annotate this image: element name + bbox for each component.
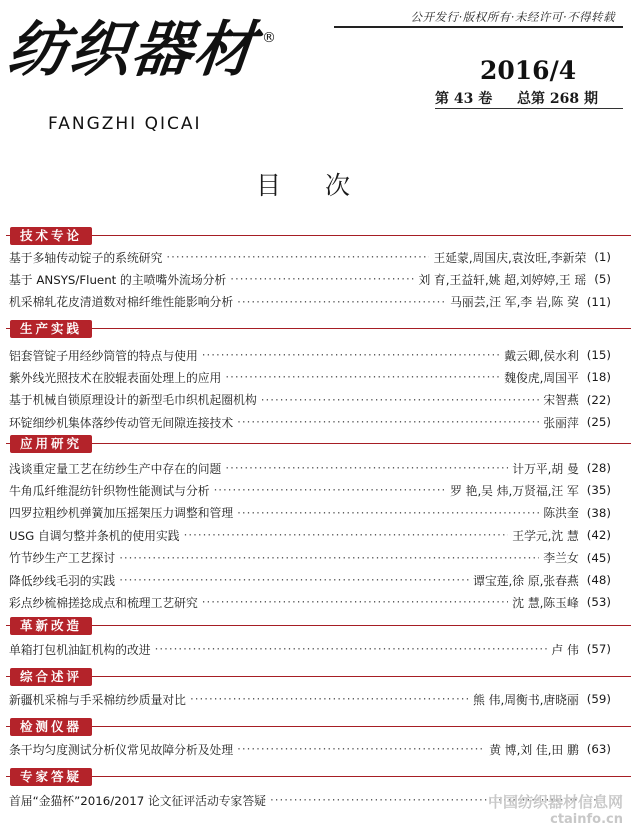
article-authors: 黄 博,刘 佳,田 鹏 [489, 742, 579, 757]
toc-entry[interactable] [9, 548, 611, 568]
article-title: 紫外线光照技术在胶辊表面处理上的应用 [9, 370, 222, 385]
registered-mark: ® [262, 30, 276, 46]
journal-name-pinyin: FANGZHI QICAI [48, 114, 202, 134]
toc-entry[interactable] [9, 345, 611, 365]
section-title: 应用研究 [10, 435, 92, 453]
section-header [6, 768, 631, 786]
section-header [6, 668, 631, 686]
article-page: (48) [586, 573, 611, 587]
toc-entry[interactable] [9, 292, 611, 312]
article-page: (11) [586, 294, 611, 309]
article-page: (25) [586, 415, 611, 430]
article-page: (57) [586, 642, 611, 656]
journal-logo: 纺织器材 [4, 15, 260, 85]
article-page: (18) [586, 370, 611, 385]
section-header [6, 435, 631, 453]
article-page: (28) [586, 461, 611, 475]
article-title: 条干均匀度测试分析仪常见故障分析及处理 [9, 742, 234, 757]
section-title: 技术专论 [10, 227, 92, 245]
leader-dots [166, 250, 429, 264]
article-authors: 王延蒙,周国庆,袁汝旺,李新荣 [433, 250, 587, 265]
article-title: 四罗拉粗纱机弹簧加压摇架压力调整和管理 [9, 506, 234, 521]
section-rule [6, 328, 631, 329]
article-authors: 计万平,胡 曼 [512, 461, 579, 476]
article-authors: 罗 艳,吴 炜,万贤福,汪 军 [450, 483, 579, 498]
article-title: 机采棉轧花皮清道数对棉纤维性能影响分析 [9, 295, 234, 310]
top-rule [334, 26, 623, 28]
section-rule [6, 676, 631, 677]
section-title: 综合述评 [10, 668, 92, 686]
toc-title: 目次 [256, 171, 395, 200]
article-authors: 卢 伟 [551, 642, 579, 657]
toc-entry[interactable] [9, 570, 611, 590]
leader-dots [225, 370, 500, 384]
leader-dots [119, 573, 469, 587]
toc-entry[interactable] [9, 639, 611, 659]
article-title: 基于机械自锁原理设计的新型毛巾织机起圈机构 [9, 393, 257, 408]
article-title: 首届“金猫杯”2016/2017 论文征评活动专家答疑 [9, 793, 266, 808]
section-title: 革新改造 [10, 617, 92, 635]
article-title: 单箱打包机油缸机构的改进 [9, 642, 151, 657]
article-authors: 马丽芸,汪 军,李 岩,陈 巭 [450, 295, 579, 310]
section-rule [6, 726, 631, 727]
copyright-notice: 公开发行·版权所有·未经许可·不得转载 [410, 10, 615, 24]
article-title: 降低纱线毛羽的实践 [9, 573, 116, 588]
article-authors: 刘 育,王益轩,姚 超,刘婷婷,王 瑶 [418, 272, 587, 287]
article-title: 环锭细纱机集体落纱传动管无间隙连接技术 [9, 415, 234, 430]
section-header [6, 227, 631, 245]
article-page: (35) [586, 483, 611, 498]
watermark-site-name: 中国纺织器材信息网 [487, 793, 623, 811]
watermark [488, 791, 623, 827]
article-title: 新疆机采棉与手采棉纺纱质量对比 [9, 692, 186, 707]
section-rule [6, 625, 631, 626]
leader-dots [214, 483, 447, 497]
leader-dots [230, 272, 414, 286]
article-title: 基于 ANSYS/Fluent 的主喷嘴外流场分析 [9, 272, 227, 287]
article-title: 竹节纱生产工艺探讨 [9, 551, 116, 566]
article-title: 基于多轴传动锭子的系统研究 [9, 250, 163, 265]
leader-dots [202, 348, 500, 362]
section-rule [6, 235, 631, 236]
article-page: (38) [586, 505, 611, 520]
leader-dots [119, 551, 539, 565]
article-authors: 张丽萍 [543, 415, 579, 430]
leader-dots [225, 461, 508, 475]
section-rule [6, 443, 631, 444]
total-issue: 总第 268 期 [517, 91, 598, 107]
toc-entry[interactable] [9, 739, 611, 759]
article-page: (5) [594, 272, 611, 287]
article-title: 铝套管锭子用经纱筒管的特点与使用 [9, 348, 198, 363]
article-page: (1) [594, 250, 611, 264]
toc-entry[interactable] [9, 247, 611, 267]
article-authors: 魏俊虎,周国平 [504, 370, 579, 385]
leader-dots [190, 692, 469, 706]
toc-entry[interactable] [9, 269, 611, 289]
section-title: 检测仪器 [10, 718, 92, 736]
volume-number: 第 43 卷 [435, 91, 493, 107]
toc-entry[interactable] [9, 458, 611, 478]
article-authors: 熊 伟,周衡书,唐晓丽 [473, 692, 579, 707]
article-page: (59) [586, 692, 611, 706]
leader-dots [184, 528, 509, 542]
toc-entry[interactable] [9, 480, 611, 500]
article-title: 牛角瓜纤维混纺针织物性能测试与分析 [9, 483, 210, 498]
toc-entry[interactable] [9, 689, 611, 709]
article-authors: 戴云卿,侯水利 [504, 348, 579, 363]
article-authors: 陈洪奎 [543, 506, 579, 521]
article-page: (15) [586, 348, 611, 362]
leader-dots [202, 595, 509, 609]
article-authors: 李兰女 [543, 551, 579, 566]
toc-entry[interactable] [9, 503, 611, 523]
leader-dots [261, 393, 540, 407]
article-title: 彩点纱梳棉搓捻成点和梳理工艺研究 [9, 595, 198, 610]
article-page: (22) [586, 392, 611, 407]
watermark-domain: ctainfo.cn [550, 812, 623, 827]
article-page: (53) [586, 595, 611, 610]
article-authors: 沈 慧,陈玉峰 [512, 595, 579, 610]
leader-dots [237, 742, 485, 756]
toc-entry[interactable] [9, 525, 611, 545]
leader-dots [237, 295, 446, 309]
section-header [6, 617, 631, 635]
article-page: (42) [586, 528, 611, 543]
section-title: 专家答疑 [10, 768, 92, 786]
section-rule [6, 776, 631, 777]
article-authors: 王学元,沈 慧 [512, 528, 579, 543]
article-authors: 宋智燕 [543, 393, 579, 408]
leader-dots [237, 506, 539, 520]
issue-number: 2016/4 [480, 56, 577, 85]
section-header [6, 718, 631, 736]
article-title: USG 自调匀整并条机的使用实践 [9, 528, 180, 543]
toc-entry[interactable] [9, 412, 611, 432]
toc-entry[interactable] [9, 592, 611, 612]
article-page: (45) [586, 550, 611, 565]
article-title: 浅谈重定量工艺在纺纱生产中存在的问题 [9, 461, 222, 476]
leader-dots [155, 642, 548, 656]
issue-rule [435, 108, 623, 109]
leader-dots [237, 415, 539, 429]
toc-entry[interactable] [9, 390, 611, 410]
section-title: 生产实践 [10, 320, 92, 338]
article-page: (63) [586, 742, 611, 756]
section-header [6, 320, 631, 338]
article-authors: 谭宝莲,徐 原,张春燕 [473, 573, 579, 588]
toc-entry[interactable] [9, 367, 611, 387]
